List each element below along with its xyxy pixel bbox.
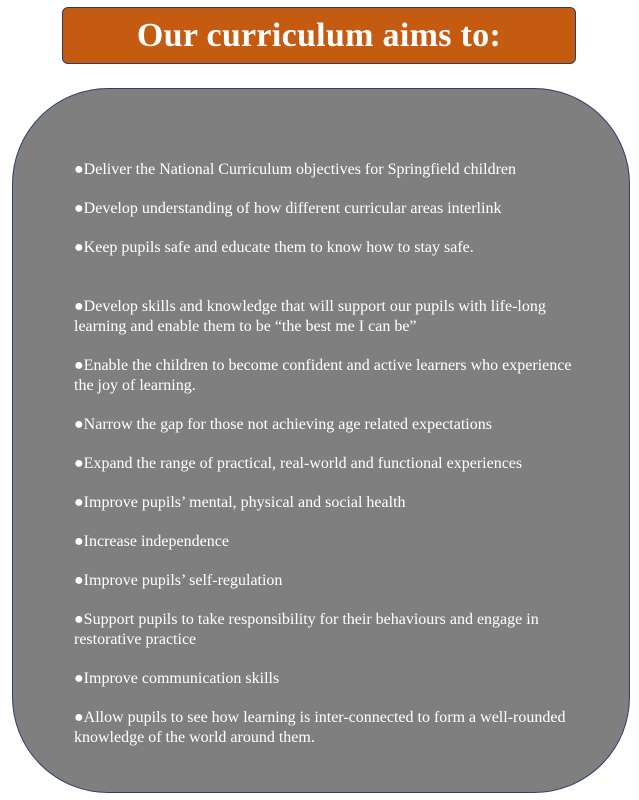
bullet-icon: ● xyxy=(74,455,84,472)
aim-item xyxy=(74,297,584,337)
aim-item xyxy=(74,610,584,650)
bullet-icon: ● xyxy=(74,611,84,628)
aim-item xyxy=(74,571,584,591)
bullet-icon: ● xyxy=(74,357,84,374)
aim-text: Develop understanding of how different curricular areas interlink xyxy=(83,200,502,217)
aim-text: Narrow the gap for those not achieving age related expectations xyxy=(83,416,492,433)
aim-text: Support pupils to take responsibility for their behaviours and engage in restorative practice xyxy=(74,611,539,648)
aim-item xyxy=(74,356,584,396)
bullet-icon: ● xyxy=(74,200,84,217)
aim-text: Improve communication skills xyxy=(83,670,280,687)
bullet-icon: ● xyxy=(74,494,84,511)
aim-text: Allow pupils to see how learning is inter-connected to form a well-rounded knowledge of the world around them. xyxy=(74,709,566,746)
page-title: Our curriculum aims to: xyxy=(136,16,502,54)
aim-item xyxy=(74,669,584,689)
aim-text: Improve pupils’ self-regulation xyxy=(83,572,283,589)
aim-item xyxy=(74,415,584,435)
aim-item xyxy=(74,238,584,258)
aim-text: Keep pupils safe and educate them to know how to stay safe. xyxy=(83,239,474,256)
aim-text: Expand the range of practical, real-world and functional experiences xyxy=(83,455,523,472)
aim-text: Deliver the National Curriculum objectives for Springfield children xyxy=(83,161,516,178)
aim-item xyxy=(74,708,584,748)
aim-text: Improve pupils’ mental, physical and social health xyxy=(83,494,406,511)
title-banner xyxy=(62,7,576,64)
bullet-icon: ● xyxy=(74,298,84,315)
bullet-icon: ● xyxy=(74,239,84,256)
aim-item xyxy=(74,160,584,180)
aim-item xyxy=(74,454,584,474)
aim-text: Develop skills and knowledge that will support our pupils with life-long learning and enable them to be “the best me I can be” xyxy=(74,298,546,335)
aim-text: Increase independence xyxy=(83,533,229,550)
aim-item xyxy=(74,532,584,552)
bullet-icon: ● xyxy=(74,709,84,726)
aim-text: Enable the children to become confident and active learners who experience the joy of learning. xyxy=(74,357,572,394)
aims-list xyxy=(74,160,584,767)
aim-item xyxy=(74,493,584,513)
bullet-icon: ● xyxy=(74,161,84,178)
bullet-icon: ● xyxy=(74,416,84,433)
bullet-icon: ● xyxy=(74,572,84,589)
aim-item xyxy=(74,199,584,219)
bullet-icon: ● xyxy=(74,670,84,687)
bullet-icon: ● xyxy=(74,533,84,550)
